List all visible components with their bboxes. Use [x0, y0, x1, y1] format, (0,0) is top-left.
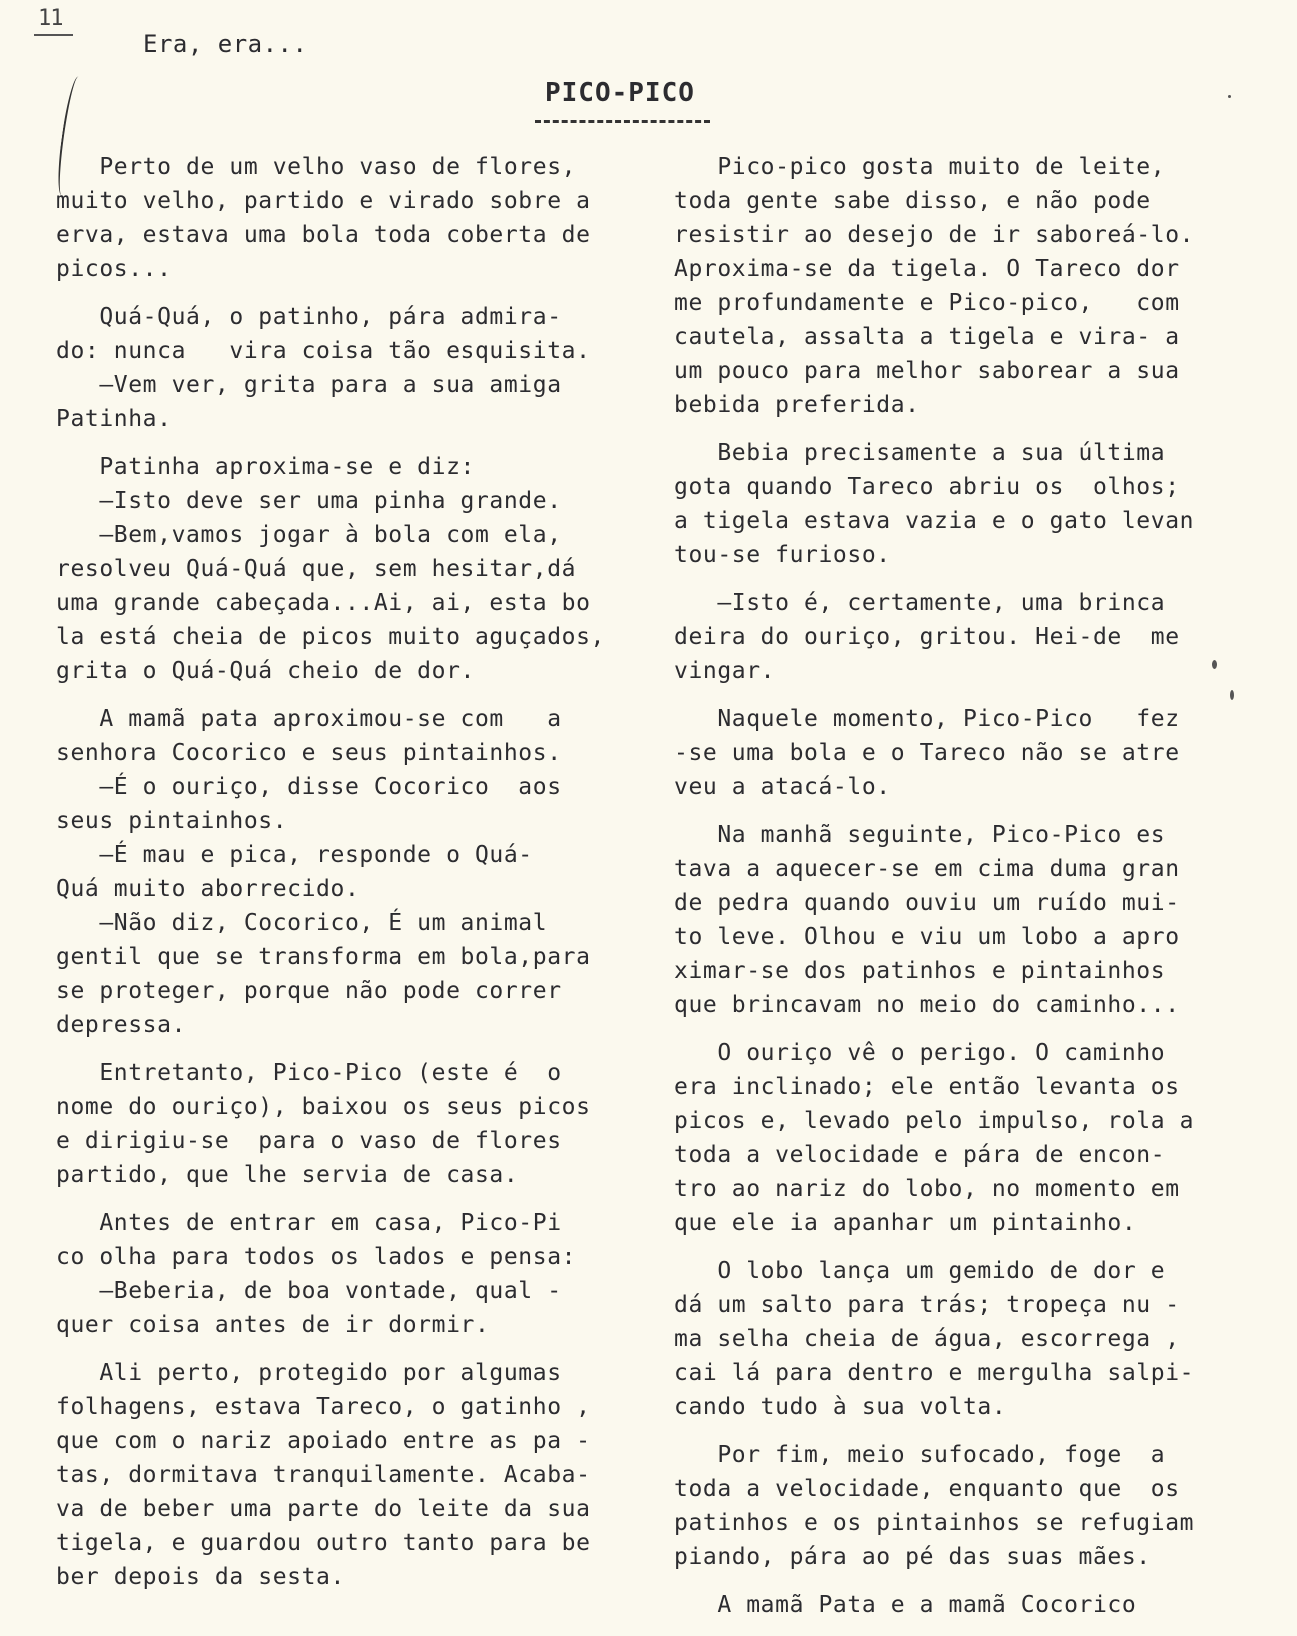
text-line: —Bem,vamos jogar à bola com ela,	[56, 522, 562, 548]
text-line: cai lá para dentro e mergulha salpi-	[674, 1360, 1195, 1386]
paragraph	[56, 1206, 656, 1342]
text-line: bebida preferida.	[674, 392, 920, 418]
text-line: toda a velocidade e pára de encon-	[674, 1142, 1166, 1168]
text-line: toda a velocidade, enquanto que os	[674, 1476, 1180, 1502]
text-line: —Isto deve ser uma pinha grande.	[56, 488, 562, 514]
text-line: —Não diz, Cocorico, É um animal	[56, 910, 548, 936]
text-line: Naquele momento, Pico-Pico fez	[674, 706, 1180, 732]
title-underline	[535, 120, 710, 123]
text-line: Aproxima-se da tigela. O Tareco dor	[674, 256, 1180, 282]
text-line: era inclinado; ele então levanta os	[674, 1074, 1180, 1100]
text-line: muito velho, partido e virado sobre a	[56, 188, 591, 214]
paragraph	[674, 436, 1254, 572]
text-line: que brincavam no meio do caminho...	[674, 992, 1180, 1018]
text-line: picos e, levado pelo impulso, rola a	[674, 1108, 1195, 1134]
text-line: grita o Quá-Quá cheio de dor.	[56, 658, 475, 684]
text-line: Na manhã seguinte, Pico-Pico es	[674, 822, 1166, 848]
text-line: deira do ouriço, gritou. Hei-de me	[674, 624, 1180, 650]
text-line: Por fim, meio sufocado, foge a	[674, 1442, 1166, 1468]
text-line: do: nunca vira coisa tão esquisita.	[56, 338, 591, 364]
text-line: —É o ouriço, disse Cocorico aos	[56, 774, 562, 800]
text-line: partido, que lhe servia de casa.	[56, 1162, 519, 1188]
text-line: tava a aquecer-se em cima duma gran	[674, 856, 1180, 882]
text-line: a tigela estava vazia e o gato levan	[674, 508, 1195, 534]
text-line: quer coisa antes de ir dormir.	[56, 1312, 490, 1338]
left-column	[56, 150, 656, 1608]
text-line: gentil que se transforma em bola,para	[56, 944, 591, 970]
ink-speck	[1228, 95, 1231, 98]
story-title: PICO-PICO	[545, 78, 695, 108]
text-line: patinhos e os pintainhos se refugiam	[674, 1510, 1195, 1536]
paragraph	[56, 150, 656, 286]
text-line: -se uma bola e o Tareco não se atre	[674, 740, 1180, 766]
text-line: Patinha aproxima-se e diz:	[56, 454, 475, 480]
text-line: to leve. Olhou e viu um lobo a apro	[674, 924, 1180, 950]
paragraph	[56, 300, 656, 436]
text-line: nome do ouriço), baixou os seus picos	[56, 1094, 591, 1120]
text-line: que ele ia apanhar um pintainho.	[674, 1210, 1137, 1236]
text-line: um pouco para melhor saborear a sua	[674, 358, 1180, 384]
text-line: Quá muito aborrecido.	[56, 876, 360, 902]
paragraph	[674, 1438, 1254, 1574]
text-line: ma selha cheia de água, escorrega ,	[674, 1326, 1180, 1352]
text-line: resolveu Quá-Quá que, sem hesitar,dá	[56, 556, 577, 582]
text-line: gota quando Tareco abriu os olhos;	[674, 474, 1180, 500]
text-line: folhagens, estava Tareco, o gatinho ,	[56, 1394, 591, 1420]
text-line: tro ao nariz do lobo, no momento em	[674, 1176, 1180, 1202]
paragraph	[674, 1036, 1254, 1240]
text-line: veu a atacá-lo.	[674, 774, 891, 800]
text-line: la está cheia de picos muito aguçados,	[56, 624, 605, 650]
text-line: picos...	[56, 256, 172, 282]
text-line: uma grande cabeçada...Ai, ai, esta bo	[56, 590, 591, 616]
text-line: resistir ao desejo de ir saboreá-lo.	[674, 222, 1195, 248]
text-line: cando tudo à sua volta.	[674, 1394, 1007, 1420]
text-line: que com o nariz apoiado entre as pa -	[56, 1428, 591, 1454]
text-line: O lobo lança um gemido de dor e	[674, 1258, 1166, 1284]
text-line: me profundamente e Pico-pico, com	[674, 290, 1180, 316]
text-line: Quá-Quá, o patinho, pára admira-	[56, 304, 562, 330]
text-line: ber depois da sesta.	[56, 1564, 345, 1590]
paragraph	[674, 1254, 1254, 1424]
text-line: tou-se furioso.	[674, 542, 891, 568]
text-line: depressa.	[56, 1012, 187, 1038]
text-line: ximar-se dos patinhos e pintainhos	[674, 958, 1166, 984]
ink-speck	[1230, 690, 1234, 700]
text-line: senhora Cocorico e seus pintainhos.	[56, 740, 562, 766]
text-line: seus pintainhos.	[56, 808, 288, 834]
ink-speck	[1212, 660, 1217, 669]
text-line: Perto de um velho vaso de flores,	[56, 154, 577, 180]
page-number: 11	[38, 6, 63, 31]
text-line: se proteger, porque não pode correr	[56, 978, 562, 1004]
text-line: A mamã pata aproximou-se com a	[56, 706, 562, 732]
paragraph	[56, 702, 656, 1042]
text-line: erva, estava uma bola toda coberta de	[56, 222, 591, 248]
text-line: e dirigiu-se para o vaso de flores	[56, 1128, 562, 1154]
text-line: de pedra quando ouviu um ruído mui-	[674, 890, 1180, 916]
text-line: Antes de entrar em casa, Pico-Pi	[56, 1210, 562, 1236]
intro-line: Era, era...	[143, 30, 308, 58]
text-line: tas, dormitava tranquilamente. Acaba-	[56, 1462, 591, 1488]
text-line: Pico-pico gosta muito de leite,	[674, 154, 1166, 180]
paragraph	[674, 586, 1254, 688]
paragraph	[56, 450, 656, 688]
paragraph	[56, 1356, 656, 1594]
paragraph	[674, 818, 1254, 1022]
text-line: Entretanto, Pico-Pico (este é o	[56, 1060, 562, 1086]
text-line: —É mau e pica, responde o Quá-	[56, 842, 533, 868]
text-line: toda gente sabe disso, e não pode	[674, 188, 1151, 214]
text-line: Patinha.	[56, 406, 172, 432]
text-line: tigela, e guardou outro tanto para be	[56, 1530, 591, 1556]
text-line: dá um salto para trás; tropeça nu -	[674, 1292, 1180, 1318]
text-line: —Isto é, certamente, uma brinca	[674, 590, 1166, 616]
paragraph	[674, 702, 1254, 804]
text-line: co olha para todos os lados e pensa:	[56, 1244, 577, 1270]
right-column	[674, 150, 1254, 1636]
text-line: —Beberia, de boa vontade, qual -	[56, 1278, 562, 1304]
text-line: va de beber uma parte do leite da sua	[56, 1496, 591, 1522]
text-line: piando, pára ao pé das suas mães.	[674, 1544, 1151, 1570]
paragraph	[674, 150, 1254, 422]
text-line: Ali perto, protegido por algumas	[56, 1360, 562, 1386]
text-line: O ouriço vê o perigo. O caminho	[674, 1040, 1166, 1066]
text-line: Bebia precisamente a sua última	[674, 440, 1166, 466]
text-line: cautela, assalta a tigela e vira- a	[674, 324, 1180, 350]
text-line: A mamã Pata e a mamã Cocorico	[674, 1592, 1137, 1618]
paragraph	[56, 1056, 656, 1192]
text-line: —Vem ver, grita para a sua amiga	[56, 372, 562, 398]
text-line: vingar.	[674, 658, 776, 684]
